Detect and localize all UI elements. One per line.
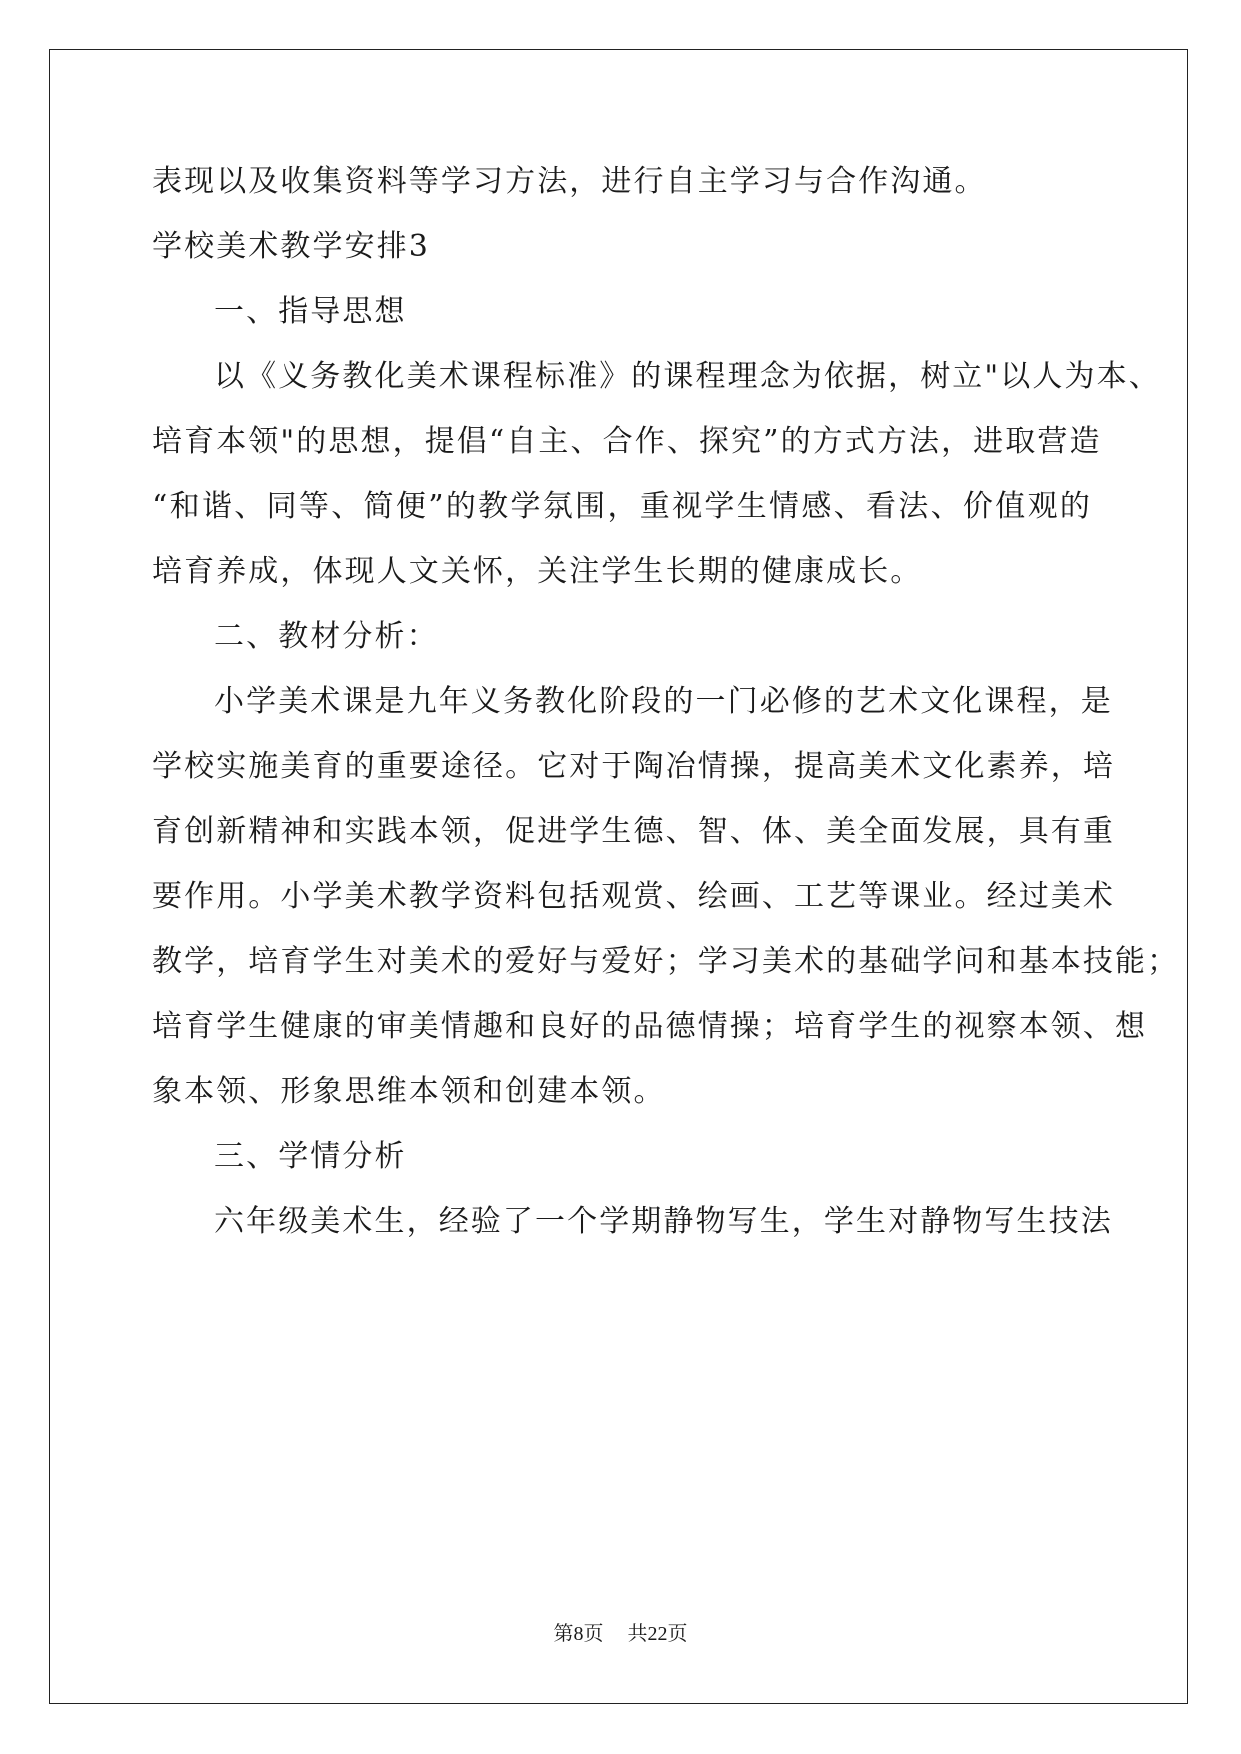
body-line: 培育本领"的思想，提倡“自主、合作、探究”的方式方法，进取营造 [152, 424, 1102, 459]
body-line: 培育养成，体现人文关怀，关注学生长期的健康成长。 [152, 554, 923, 589]
heading-guiding-thought: 一、指导思想 [214, 294, 407, 329]
body-line: 学校实施美育的重要途径。它对于陶冶情操，提高美术文化素养，培 [152, 749, 1115, 784]
body-line: 育创新精神和实践本领，促进学生德、智、体、美全面发展，具有重 [152, 814, 1115, 849]
page-number-current: 第8页 [553, 1623, 604, 1645]
body-line: 教学，培育学生对美术的爱好与爱好；学习美术的基础学问和基本技能； [152, 944, 1180, 979]
body-line: 培育学生健康的审美情趣和良好的品德情操；培育学生的视察本领、想 [152, 1009, 1148, 1044]
body-line: 六年级美术生，经验了一个学期静物写生，学生对静物写生技法 [214, 1204, 1113, 1239]
body-line: 表现以及收集资料等学习方法，进行自主学习与合作沟通。 [152, 164, 987, 199]
page-number-total: 共22页 [627, 1623, 688, 1645]
body-line: 以《义务教化美术课程标准》的课程理念为依据，树立"以人为本、 [214, 359, 1161, 394]
body-line: 要作用。小学美术教学资料包括观赏、绘画、工艺等课业。经过美术 [152, 879, 1115, 914]
heading-textbook-analysis: 二、教材分析： [214, 619, 439, 654]
heading-learning-analysis: 三、学情分析 [214, 1139, 407, 1174]
body-line: “和谐、同等、简便”的教学氛围，重视学生情感、看法、价值观的 [152, 489, 1092, 524]
page-footer [0, 1617, 1241, 1646]
section-title: 学校美术教学安排3 [152, 229, 430, 264]
body-line: 象本领、形象思维本领和创建本领。 [152, 1074, 666, 1109]
body-line: 小学美术课是九年义务教化阶段的一门必修的艺术文化课程，是 [214, 684, 1113, 719]
